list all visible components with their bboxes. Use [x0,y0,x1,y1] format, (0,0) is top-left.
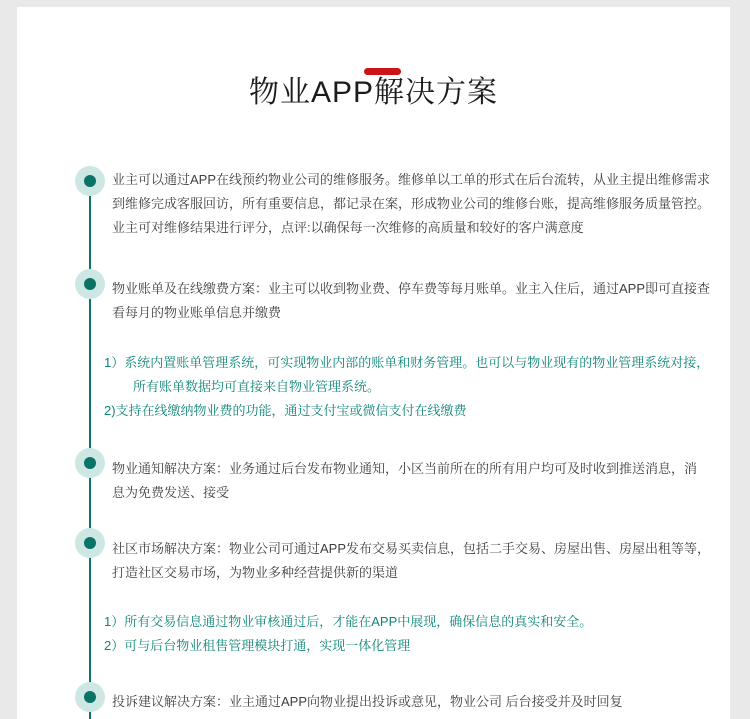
text-line: 打造社区交易市场，为物业多种经营提供新的渠道 [112,565,399,580]
timeline-node-icon [75,166,105,196]
timeline-node-icon [75,682,105,712]
timeline-node-dot-icon [84,457,96,469]
timeline-node-dot-icon [84,537,96,549]
timeline-node-icon [75,269,105,299]
text-line: 2)支持在线缴纳物业费的功能，通过支付宝或微信支付在线缴费 [104,403,467,418]
section-paragraph [112,457,697,505]
note-block [104,351,709,423]
section-paragraph [112,690,623,714]
page-title: 物业APP解决方案 [248,76,499,109]
text-line: 物业账单及在线缴费方案：业主可以收到物业费、停车费等每月账单。业主入住后，通过APP即可直接查 [112,281,711,296]
text-line: 投诉建议解决方案：业主通过APP向物业提出投诉或意见，物业公司 后台接受并及时回复 [112,694,623,709]
timeline-node-icon [75,528,105,558]
timeline-node-icon [75,448,105,478]
text-line: 看每月的物业账单信息并缴费 [112,305,282,320]
text-line: 业主可对维修结果进行评分，点评:以确保每一次维修的高质量和较好的客户满意度 [112,220,584,235]
title-accent-bar [364,68,401,75]
text-line: 到维修完成客服回访，所有重要信息，都记录在案，形成物业公司的维修台账，提高维修服务质量管控。 [112,196,711,211]
text-line: 业主可以通过APP在线预约物业公司的维修服务。维修单以工单的形式在后台流转，从业主提出维修需求 [112,172,711,187]
note-block [104,610,592,658]
timeline-node-dot-icon [84,175,96,187]
text-line: 息为免费发送、接受 [112,485,230,500]
text-line: 社区市场解决方案：物业公司可通过APP发布交易买卖信息，包括二手交易、房屋出售、房屋出租等等， [112,541,711,556]
timeline-node-dot-icon [84,278,96,290]
text-line: 物业通知解决方案：业务通过后台发布物业通知，小区当前所在的所有用户均可及时收到推送消息，消 [112,461,698,476]
timeline-node-dot-icon [84,691,96,703]
section-paragraph [112,537,710,585]
text-line: 所有账单数据均可直接来自物业管理系统。 [133,379,381,394]
section-paragraph [112,168,710,240]
text-line: 1）所有交易信息通过物业审核通过后，才能在APP中展现，确保信息的真实和安全。 [104,614,593,629]
section-paragraph [112,277,710,325]
text-line: 2）可与后台物业租售管理模块打通，实现一体化管理 [104,638,411,653]
text-line: 1）系统内置账单管理系统，可实现物业内部的账单和财务管理。也可以与物业现有的物业管理系统对接， [104,355,710,370]
